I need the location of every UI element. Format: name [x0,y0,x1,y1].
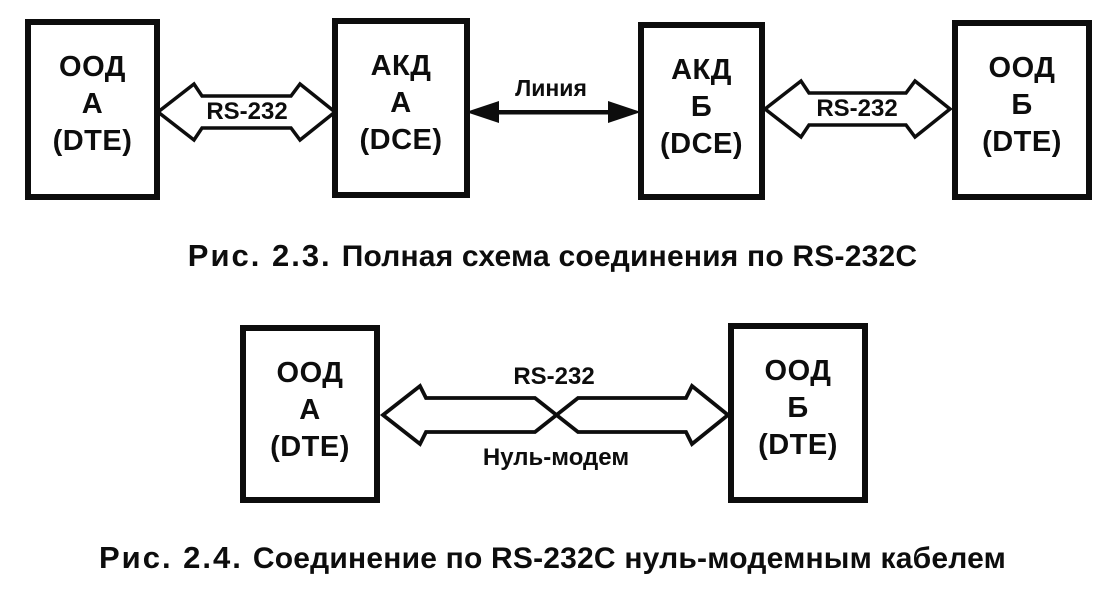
box-label: (DTE) [982,126,1062,158]
figure-2-3-caption-number: Рис. 2.3. [187,238,332,273]
figure-2-4-caption-text: Соединение по RS-232C нуль-модемным кабелем [252,542,1007,575]
box-label: АКД [370,50,432,82]
box-label: А [81,88,104,120]
box-label: (DCE) [659,128,744,160]
line-arrow-shape [466,101,641,123]
rs232-label-null-modem: RS-232 [513,363,595,390]
box-label: ООД [764,355,832,387]
box-ood-b-null-modem [728,323,868,503]
box-label: (DTE) [758,429,838,461]
box-label: Б [787,392,809,424]
box-ood-b [952,20,1092,200]
box-label: (DTE) [52,125,133,157]
box-label: А [390,87,412,119]
box-label: (DCE) [359,124,443,156]
figure-2-3-caption-text: Полная схема соединения по RS-232C [341,240,918,273]
box-label: (DTE) [270,431,350,463]
null-modem-label: Нуль-модем [482,444,630,471]
box-label: Б [690,91,713,123]
box-ood-a-null-modem [240,325,380,503]
box-ood-a [25,19,160,200]
box-akd-a [332,18,470,198]
box-label: А [299,394,321,426]
line-label: Линия [515,75,587,101]
rs232-label-right: RS-232 [816,95,898,122]
null-modem-crossed-arrows-shape [383,386,728,444]
figure-2-4-caption-number: Рис. 2.4. [98,540,243,575]
figure-2-4-caption [0,540,1105,577]
box-label: ООД [276,357,344,389]
box-label: ООД [988,52,1056,84]
box-label: ООД [59,51,126,83]
box-label: Б [1011,89,1033,121]
rs232-label-left: RS-232 [206,98,288,125]
box-akd-b [638,22,765,200]
box-label: АКД [671,54,732,86]
figure-2-3-caption [0,238,1105,275]
